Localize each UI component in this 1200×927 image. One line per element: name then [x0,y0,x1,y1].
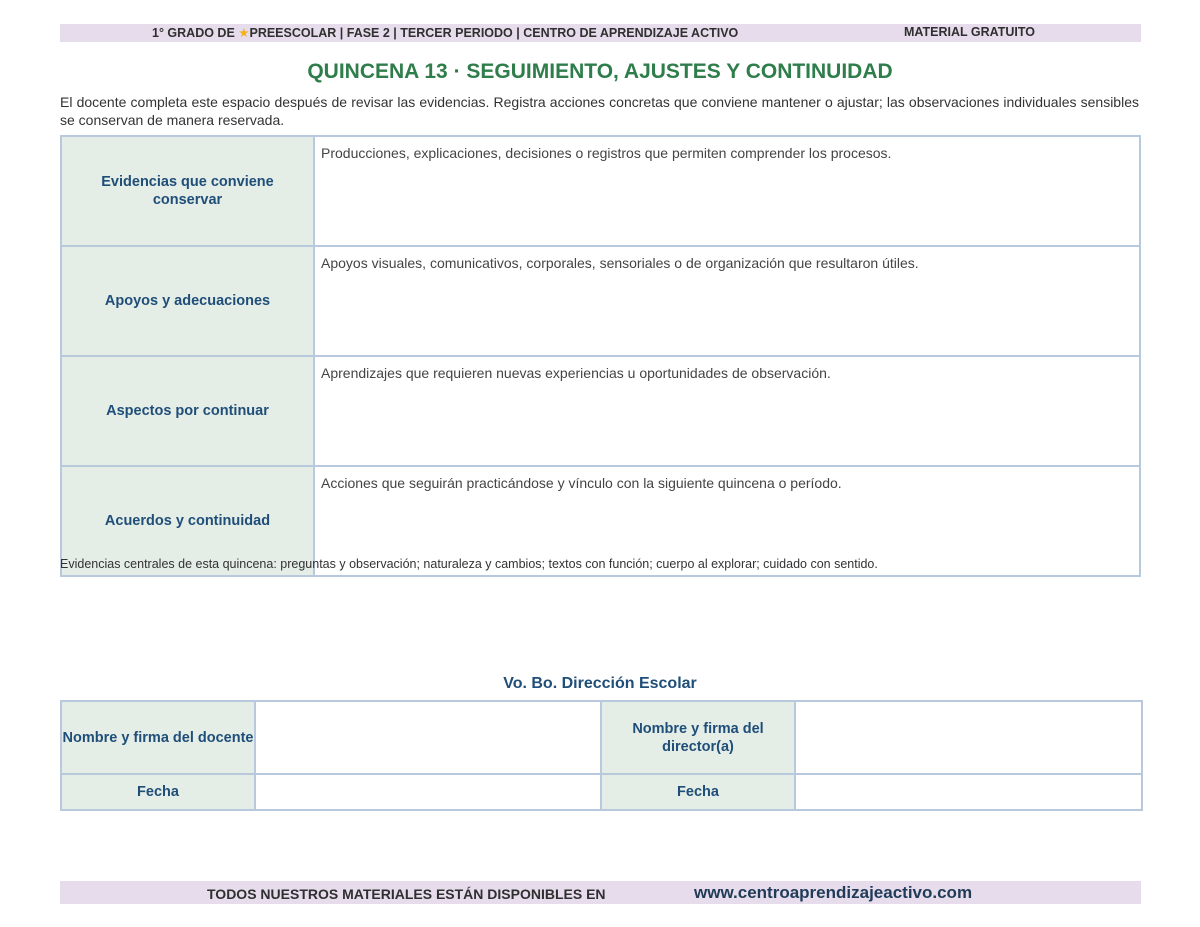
director-signature-label: Nombre y firma del director(a) [601,701,795,774]
director-signature-field[interactable] [795,701,1142,774]
row-content[interactable]: Acciones que seguirán practicándose y vínculo con la siguiente quincena o período. [314,466,1140,576]
row-label: Acuerdos y continuidad [61,466,314,576]
date-row [61,774,1142,810]
row-content[interactable]: Producciones, explicaciones, decisiones o registros que permiten comprender los procesos. [314,136,1140,246]
footer-band [60,881,1141,904]
director-date-label: Fecha [601,774,795,810]
header-band [60,24,1141,42]
footer-text: TODOS NUESTROS MATERIALES ESTÁN DISPONIBLES EN [207,886,606,902]
header-free-material: MATERIAL GRATUITO [904,25,1036,39]
row-content[interactable]: Aprendizajes que requieren nuevas experiencias u oportunidades de observación. [314,356,1140,466]
signature-title: Vo. Bo. Dirección Escolar [503,675,697,692]
table-row [61,356,1140,466]
teacher-date-label: Fecha [61,774,255,810]
page-title: QUINCENA 13 · SEGUIMIENTO, AJUSTES Y CONTINUIDAD [307,60,893,83]
teacher-signature-label: Nombre y firma del docente [61,701,255,774]
table-row [61,246,1140,356]
intro-text: El docente completa este espacio después de revisar las evidencias. Registra acciones concretas que conviene mantener o ajustar; las observaciones individuales sensibles se conservan de manera reservada. [60,94,1139,128]
header-info: 1° GRADO DE ★PREESCOLAR | FASE 2 | TERCER PERIODO | CENTRO DE APRENDIZAJE ACTIVO [152,26,739,40]
teacher-signature-field[interactable] [255,701,601,774]
row-label: Evidencias que conviene conservar [61,136,314,246]
row-label: Apoyos y adecuaciones [61,246,314,356]
footer-url-link[interactable]: www.centroaprendizajeactivo.com [694,883,973,902]
evidence-note: Evidencias centrales de esta quincena: preguntas y observación; naturaleza y cambios; textos con función; cuerpo al explorar; cuidado con sentido. [60,557,878,571]
star-icon: ★ [238,26,250,40]
signature-row [61,701,1142,774]
director-date-field[interactable] [795,774,1142,810]
followup-table [60,135,1141,577]
row-content[interactable]: Apoyos visuales, comunicativos, corporales, sensoriales o de organización que resultaron útiles. [314,246,1140,356]
row-label: Aspectos por continuar [61,356,314,466]
signature-table [60,700,1143,811]
table-row [61,136,1140,246]
teacher-date-field[interactable] [255,774,601,810]
